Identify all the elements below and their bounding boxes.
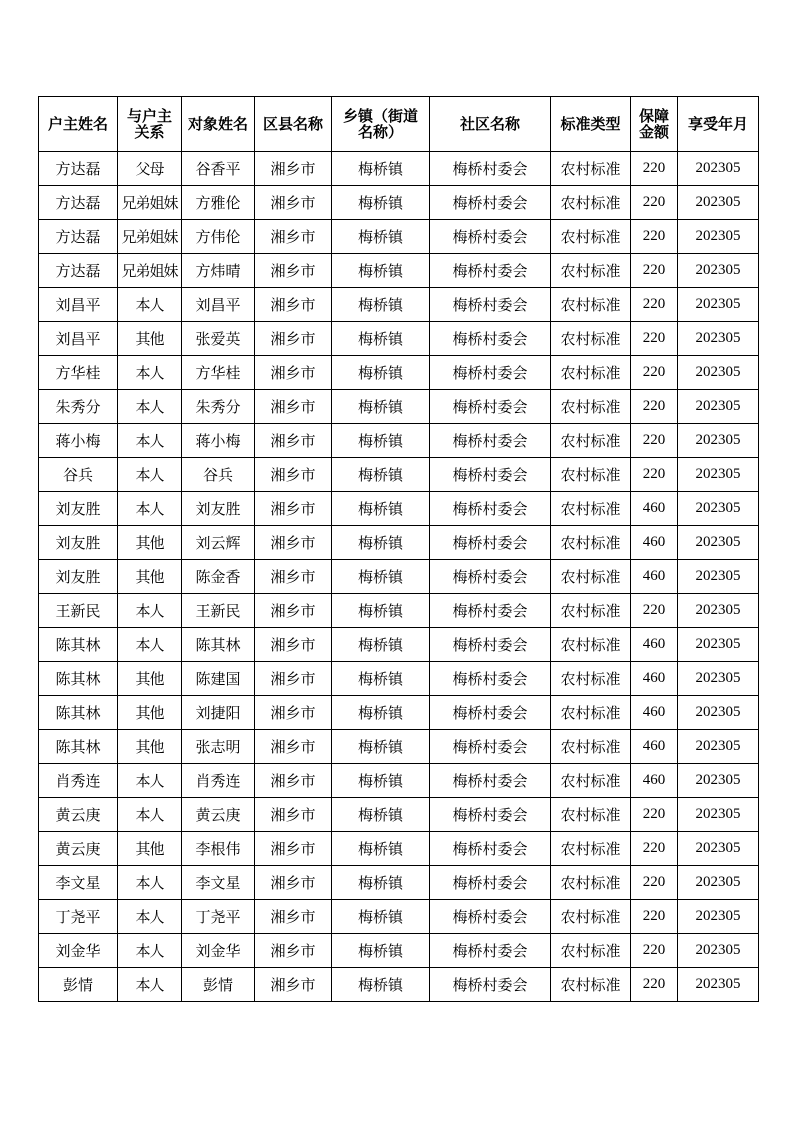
- community-cell: 梅桥村委会: [430, 492, 551, 526]
- town-cell: 梅桥镇: [332, 220, 430, 254]
- table-row: [39, 832, 759, 866]
- table-row: [39, 560, 759, 594]
- relation-cell: 父母: [118, 152, 182, 186]
- member-name-cell: 李文星: [182, 866, 255, 900]
- town-cell: 梅桥镇: [332, 458, 430, 492]
- relation-cell: 兄弟姐妹: [118, 186, 182, 220]
- member-name-cell: 张志明: [182, 730, 255, 764]
- period-cell: 202305: [678, 560, 759, 594]
- table-row: [39, 594, 759, 628]
- community-cell: 梅桥村委会: [430, 186, 551, 220]
- town-cell: 梅桥镇: [332, 288, 430, 322]
- head-name-cell: 蒋小梅: [39, 424, 118, 458]
- amount-cell: 460: [631, 628, 678, 662]
- member-name-cell: 黄云庚: [182, 798, 255, 832]
- standard-type-cell: 农村标准: [551, 798, 631, 832]
- member-name-cell: 刘昌平: [182, 288, 255, 322]
- community-cell: 梅桥村委会: [430, 934, 551, 968]
- community-cell: 梅桥村委会: [430, 220, 551, 254]
- community-cell: 梅桥村委会: [430, 424, 551, 458]
- member-name-cell: 蒋小梅: [182, 424, 255, 458]
- table-row: [39, 764, 759, 798]
- amount-cell: 220: [631, 288, 678, 322]
- relation-cell: 本人: [118, 492, 182, 526]
- relation-cell: 本人: [118, 798, 182, 832]
- relation-cell: 其他: [118, 696, 182, 730]
- head-name-cell: 彭情: [39, 968, 118, 1002]
- standard-type-cell: 农村标准: [551, 560, 631, 594]
- member-name-cell: 朱秀分: [182, 390, 255, 424]
- head-name-cell: 肖秀连: [39, 764, 118, 798]
- relation-cell: 本人: [118, 594, 182, 628]
- standard-type-cell: 农村标准: [551, 968, 631, 1002]
- member-name-cell: 丁尧平: [182, 900, 255, 934]
- standard-type-cell: 农村标准: [551, 152, 631, 186]
- standard-type-cell: 农村标准: [551, 832, 631, 866]
- period-cell: 202305: [678, 322, 759, 356]
- amount-cell: 220: [631, 186, 678, 220]
- period-cell: 202305: [678, 390, 759, 424]
- table-row: [39, 288, 759, 322]
- relation-cell: 本人: [118, 866, 182, 900]
- period-cell: 202305: [678, 356, 759, 390]
- standard-type-cell: 农村标准: [551, 220, 631, 254]
- relation-cell: 兄弟姐妹: [118, 254, 182, 288]
- county-cell: 湘乡市: [255, 730, 332, 764]
- amount-cell: 220: [631, 866, 678, 900]
- member-name-cell: 谷兵: [182, 458, 255, 492]
- table-row: [39, 356, 759, 390]
- community-cell: 梅桥村委会: [430, 628, 551, 662]
- member-name-cell: 陈金香: [182, 560, 255, 594]
- table-row: [39, 492, 759, 526]
- table-row: [39, 628, 759, 662]
- assistance-roster-table: [38, 96, 759, 1002]
- relation-cell: 本人: [118, 390, 182, 424]
- relation-cell: 其他: [118, 662, 182, 696]
- county-cell: 湘乡市: [255, 288, 332, 322]
- county-cell: 湘乡市: [255, 424, 332, 458]
- head-name-cell: 刘友胜: [39, 492, 118, 526]
- county-cell: 湘乡市: [255, 696, 332, 730]
- county-cell: 湘乡市: [255, 968, 332, 1002]
- town-cell: 梅桥镇: [332, 560, 430, 594]
- standard-type-cell: 农村标准: [551, 390, 631, 424]
- town-cell: 梅桥镇: [332, 730, 430, 764]
- amount-cell: 220: [631, 424, 678, 458]
- relation-cell: 其他: [118, 730, 182, 764]
- member-name-cell: 方华桂: [182, 356, 255, 390]
- table-row: [39, 968, 759, 1002]
- head-name-cell: 丁尧平: [39, 900, 118, 934]
- amount-cell: 220: [631, 900, 678, 934]
- header-cell: 标准类型: [551, 97, 631, 152]
- amount-cell: 220: [631, 356, 678, 390]
- community-cell: 梅桥村委会: [430, 322, 551, 356]
- relation-cell: 本人: [118, 628, 182, 662]
- county-cell: 湘乡市: [255, 832, 332, 866]
- period-cell: 202305: [678, 220, 759, 254]
- county-cell: 湘乡市: [255, 254, 332, 288]
- table-row: [39, 458, 759, 492]
- head-name-cell: 方达磊: [39, 220, 118, 254]
- header-cell: 户主姓名: [39, 97, 118, 152]
- relation-cell: 本人: [118, 968, 182, 1002]
- member-name-cell: 刘云辉: [182, 526, 255, 560]
- period-cell: 202305: [678, 900, 759, 934]
- town-cell: 梅桥镇: [332, 832, 430, 866]
- community-cell: 梅桥村委会: [430, 730, 551, 764]
- head-name-cell: 陈其林: [39, 730, 118, 764]
- amount-cell: 460: [631, 560, 678, 594]
- town-cell: 梅桥镇: [332, 594, 430, 628]
- head-name-cell: 李文星: [39, 866, 118, 900]
- table-row: [39, 730, 759, 764]
- header-cell: 与户主关系: [118, 97, 182, 152]
- standard-type-cell: 农村标准: [551, 934, 631, 968]
- head-name-cell: 刘金华: [39, 934, 118, 968]
- town-cell: 梅桥镇: [332, 492, 430, 526]
- town-cell: 梅桥镇: [332, 390, 430, 424]
- member-name-cell: 陈其林: [182, 628, 255, 662]
- town-cell: 梅桥镇: [332, 186, 430, 220]
- table-row: [39, 696, 759, 730]
- table-row: [39, 798, 759, 832]
- head-name-cell: 刘昌平: [39, 322, 118, 356]
- county-cell: 湘乡市: [255, 492, 332, 526]
- header-cell: 保障金额: [631, 97, 678, 152]
- county-cell: 湘乡市: [255, 458, 332, 492]
- town-cell: 梅桥镇: [332, 696, 430, 730]
- town-cell: 梅桥镇: [332, 152, 430, 186]
- community-cell: 梅桥村委会: [430, 968, 551, 1002]
- standard-type-cell: 农村标准: [551, 458, 631, 492]
- community-cell: 梅桥村委会: [430, 288, 551, 322]
- amount-cell: 220: [631, 832, 678, 866]
- member-name-cell: 方雅伦: [182, 186, 255, 220]
- town-cell: 梅桥镇: [332, 900, 430, 934]
- community-cell: 梅桥村委会: [430, 356, 551, 390]
- county-cell: 湘乡市: [255, 356, 332, 390]
- relation-cell: 本人: [118, 424, 182, 458]
- period-cell: 202305: [678, 254, 759, 288]
- community-cell: 梅桥村委会: [430, 764, 551, 798]
- member-name-cell: 刘友胜: [182, 492, 255, 526]
- standard-type-cell: 农村标准: [551, 594, 631, 628]
- head-name-cell: 黄云庚: [39, 832, 118, 866]
- amount-cell: 220: [631, 220, 678, 254]
- relation-cell: 本人: [118, 934, 182, 968]
- period-cell: 202305: [678, 730, 759, 764]
- standard-type-cell: 农村标准: [551, 696, 631, 730]
- header-cell: 享受年月: [678, 97, 759, 152]
- relation-cell: 其他: [118, 322, 182, 356]
- amount-cell: 460: [631, 526, 678, 560]
- amount-cell: 460: [631, 696, 678, 730]
- town-cell: 梅桥镇: [332, 968, 430, 1002]
- county-cell: 湘乡市: [255, 866, 332, 900]
- period-cell: 202305: [678, 526, 759, 560]
- table-row: [39, 152, 759, 186]
- community-cell: 梅桥村委会: [430, 866, 551, 900]
- relation-cell: 其他: [118, 560, 182, 594]
- head-name-cell: 王新民: [39, 594, 118, 628]
- member-name-cell: 刘金华: [182, 934, 255, 968]
- header-row: [39, 97, 759, 152]
- table-row: [39, 254, 759, 288]
- period-cell: 202305: [678, 424, 759, 458]
- period-cell: 202305: [678, 662, 759, 696]
- table-row: [39, 900, 759, 934]
- standard-type-cell: 农村标准: [551, 254, 631, 288]
- standard-type-cell: 农村标准: [551, 662, 631, 696]
- relation-cell: 本人: [118, 288, 182, 322]
- standard-type-cell: 农村标准: [551, 424, 631, 458]
- community-cell: 梅桥村委会: [430, 390, 551, 424]
- member-name-cell: 刘捷阳: [182, 696, 255, 730]
- amount-cell: 460: [631, 662, 678, 696]
- standard-type-cell: 农村标准: [551, 186, 631, 220]
- town-cell: 梅桥镇: [332, 628, 430, 662]
- period-cell: 202305: [678, 798, 759, 832]
- amount-cell: 220: [631, 934, 678, 968]
- table-row: [39, 866, 759, 900]
- community-cell: 梅桥村委会: [430, 900, 551, 934]
- county-cell: 湘乡市: [255, 900, 332, 934]
- relation-cell: 其他: [118, 832, 182, 866]
- town-cell: 梅桥镇: [332, 866, 430, 900]
- header-cell: 区县名称: [255, 97, 332, 152]
- standard-type-cell: 农村标准: [551, 288, 631, 322]
- town-cell: 梅桥镇: [332, 764, 430, 798]
- community-cell: 梅桥村委会: [430, 798, 551, 832]
- county-cell: 湘乡市: [255, 526, 332, 560]
- community-cell: 梅桥村委会: [430, 560, 551, 594]
- county-cell: 湘乡市: [255, 560, 332, 594]
- relation-cell: 兄弟姐妹: [118, 220, 182, 254]
- amount-cell: 220: [631, 968, 678, 1002]
- standard-type-cell: 农村标准: [551, 526, 631, 560]
- table-row: [39, 662, 759, 696]
- period-cell: 202305: [678, 288, 759, 322]
- amount-cell: 220: [631, 322, 678, 356]
- member-name-cell: 彭情: [182, 968, 255, 1002]
- community-cell: 梅桥村委会: [430, 832, 551, 866]
- head-name-cell: 方华桂: [39, 356, 118, 390]
- county-cell: 湘乡市: [255, 798, 332, 832]
- head-name-cell: 方达磊: [39, 186, 118, 220]
- town-cell: 梅桥镇: [332, 356, 430, 390]
- community-cell: 梅桥村委会: [430, 594, 551, 628]
- table-row: [39, 424, 759, 458]
- head-name-cell: 朱秀分: [39, 390, 118, 424]
- town-cell: 梅桥镇: [332, 526, 430, 560]
- member-name-cell: 陈建国: [182, 662, 255, 696]
- period-cell: 202305: [678, 764, 759, 798]
- amount-cell: 220: [631, 254, 678, 288]
- table-body: [39, 152, 759, 1002]
- county-cell: 湘乡市: [255, 186, 332, 220]
- standard-type-cell: 农村标准: [551, 492, 631, 526]
- standard-type-cell: 农村标准: [551, 900, 631, 934]
- member-name-cell: 方伟伦: [182, 220, 255, 254]
- member-name-cell: 谷香平: [182, 152, 255, 186]
- period-cell: 202305: [678, 968, 759, 1002]
- standard-type-cell: 农村标准: [551, 764, 631, 798]
- amount-cell: 220: [631, 594, 678, 628]
- community-cell: 梅桥村委会: [430, 152, 551, 186]
- relation-cell: 本人: [118, 458, 182, 492]
- relation-cell: 本人: [118, 356, 182, 390]
- period-cell: 202305: [678, 458, 759, 492]
- amount-cell: 460: [631, 764, 678, 798]
- table-row: [39, 220, 759, 254]
- amount-cell: 220: [631, 152, 678, 186]
- town-cell: 梅桥镇: [332, 254, 430, 288]
- standard-type-cell: 农村标准: [551, 730, 631, 764]
- head-name-cell: 刘友胜: [39, 560, 118, 594]
- header-cell: 乡镇（街道名称）: [332, 97, 430, 152]
- head-name-cell: 方达磊: [39, 254, 118, 288]
- member-name-cell: 张爱英: [182, 322, 255, 356]
- member-name-cell: 方炜晴: [182, 254, 255, 288]
- relation-cell: 本人: [118, 764, 182, 798]
- header-cell: 对象姓名: [182, 97, 255, 152]
- table-row: [39, 526, 759, 560]
- head-name-cell: 陈其林: [39, 696, 118, 730]
- amount-cell: 220: [631, 798, 678, 832]
- town-cell: 梅桥镇: [332, 424, 430, 458]
- county-cell: 湘乡市: [255, 934, 332, 968]
- town-cell: 梅桥镇: [332, 934, 430, 968]
- community-cell: 梅桥村委会: [430, 696, 551, 730]
- community-cell: 梅桥村委会: [430, 662, 551, 696]
- head-name-cell: 方达磊: [39, 152, 118, 186]
- relation-cell: 其他: [118, 526, 182, 560]
- period-cell: 202305: [678, 186, 759, 220]
- head-name-cell: 陈其林: [39, 662, 118, 696]
- head-name-cell: 黄云庚: [39, 798, 118, 832]
- town-cell: 梅桥镇: [332, 798, 430, 832]
- table-row: [39, 934, 759, 968]
- head-name-cell: 刘昌平: [39, 288, 118, 322]
- period-cell: 202305: [678, 492, 759, 526]
- county-cell: 湘乡市: [255, 390, 332, 424]
- period-cell: 202305: [678, 628, 759, 662]
- county-cell: 湘乡市: [255, 152, 332, 186]
- relation-cell: 本人: [118, 900, 182, 934]
- period-cell: 202305: [678, 832, 759, 866]
- table-row: [39, 322, 759, 356]
- county-cell: 湘乡市: [255, 594, 332, 628]
- member-name-cell: 肖秀连: [182, 764, 255, 798]
- table-row: [39, 390, 759, 424]
- amount-cell: 460: [631, 730, 678, 764]
- amount-cell: 220: [631, 390, 678, 424]
- standard-type-cell: 农村标准: [551, 322, 631, 356]
- period-cell: 202305: [678, 594, 759, 628]
- period-cell: 202305: [678, 152, 759, 186]
- member-name-cell: 李根伟: [182, 832, 255, 866]
- county-cell: 湘乡市: [255, 764, 332, 798]
- period-cell: 202305: [678, 696, 759, 730]
- head-name-cell: 陈其林: [39, 628, 118, 662]
- town-cell: 梅桥镇: [332, 662, 430, 696]
- town-cell: 梅桥镇: [332, 322, 430, 356]
- community-cell: 梅桥村委会: [430, 526, 551, 560]
- period-cell: 202305: [678, 934, 759, 968]
- period-cell: 202305: [678, 866, 759, 900]
- header-cell: 社区名称: [430, 97, 551, 152]
- standard-type-cell: 农村标准: [551, 866, 631, 900]
- standard-type-cell: 农村标准: [551, 356, 631, 390]
- county-cell: 湘乡市: [255, 322, 332, 356]
- head-name-cell: 刘友胜: [39, 526, 118, 560]
- member-name-cell: 王新民: [182, 594, 255, 628]
- county-cell: 湘乡市: [255, 662, 332, 696]
- community-cell: 梅桥村委会: [430, 458, 551, 492]
- head-name-cell: 谷兵: [39, 458, 118, 492]
- county-cell: 湘乡市: [255, 628, 332, 662]
- county-cell: 湘乡市: [255, 220, 332, 254]
- community-cell: 梅桥村委会: [430, 254, 551, 288]
- amount-cell: 460: [631, 492, 678, 526]
- table-row: [39, 186, 759, 220]
- amount-cell: 220: [631, 458, 678, 492]
- standard-type-cell: 农村标准: [551, 628, 631, 662]
